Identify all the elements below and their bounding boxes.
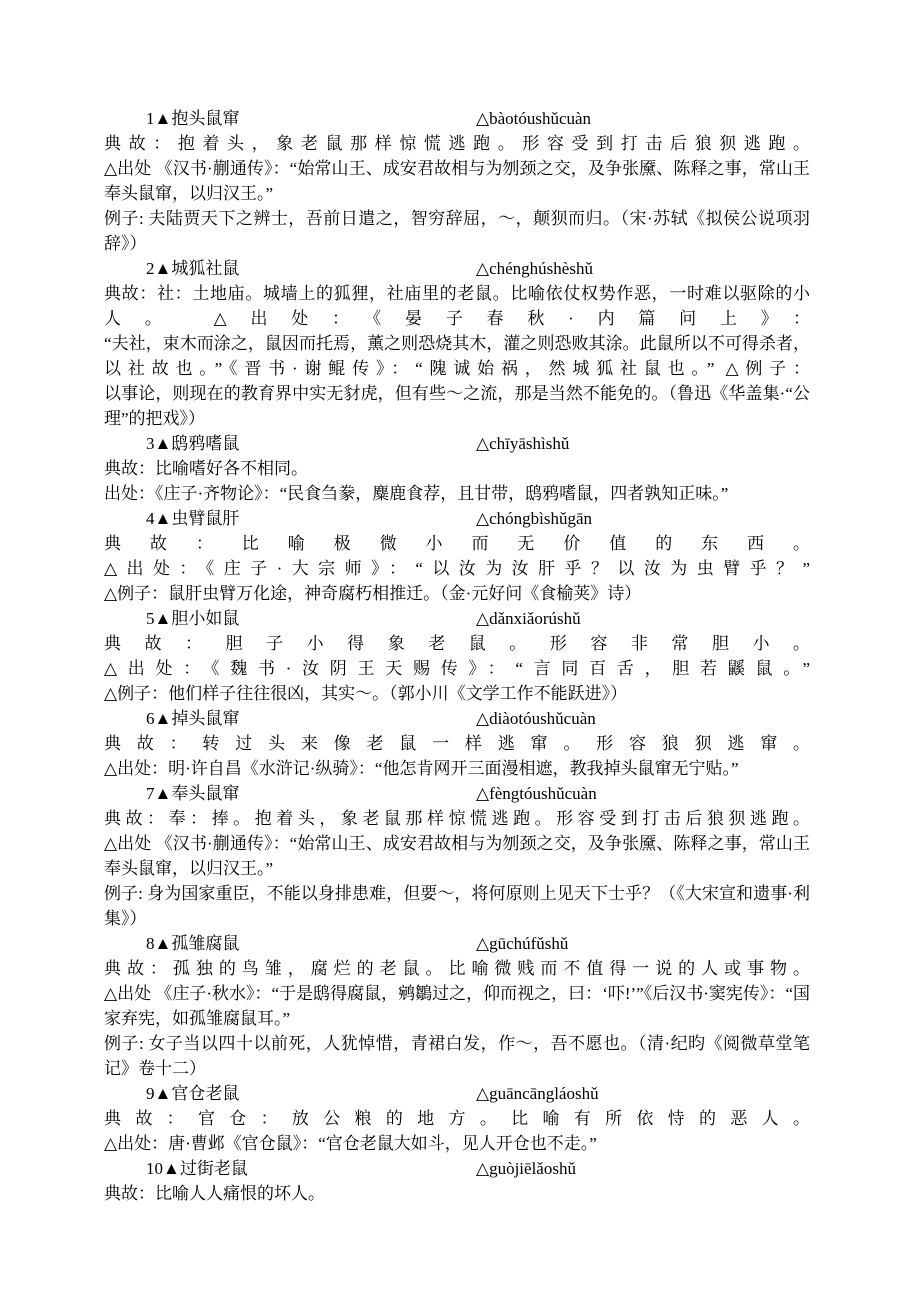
triangle-marker-icon: ▲: [154, 1084, 172, 1103]
idiom-text: 官仓老鼠: [171, 1084, 240, 1103]
entry-headword: [104, 934, 239, 953]
entry-headword: [104, 259, 239, 278]
idiom-entry: [104, 1156, 810, 1206]
entry-pinyin: △dǎnxiǎorúshǔ: [476, 609, 581, 628]
entry-paragraph: 典故：比喻人人痛恨的坏人。: [104, 1184, 325, 1203]
idiom-entry: [104, 256, 810, 431]
entry-number: 8: [146, 934, 155, 953]
entry-headword: [104, 1159, 248, 1178]
idiom-entry: [104, 431, 810, 506]
entry-paragraph: “夫社，束木而涂之，鼠因而托焉，薰之则恐烧其木，灌之则恐败其涂。此鼠所以不可得杀者，以社故也。”《晋书·谢鲲传》：“隗诚始祸，然城狐社鼠也。” △例子：: [104, 334, 810, 378]
triangle-marker-icon: ▲: [154, 109, 172, 128]
entry-headword: [104, 509, 239, 528]
entry-number: 9: [146, 1084, 155, 1103]
entry-pinyin: △guāncāngláoshǔ: [476, 1084, 599, 1103]
entry-pinyin: △guòjiēlǎoshǔ: [476, 1159, 576, 1178]
entry-paragraph: 以事论，则现在的教育界中实无豺虎，但有些～之流，那是当然不能免的。（鲁迅《华盖集·“公理”的把戏》）: [104, 384, 810, 428]
idiom-text: 胆小如鼠: [171, 609, 240, 628]
triangle-marker-icon: ▲: [154, 434, 172, 453]
entry-paragraph: 例子: 身为国家重臣，不能以身排患难，但要～，将何原则上见天下士乎？（《大宋宣和遗事·利集》）: [104, 884, 810, 928]
idiom-text: 抱头鼠窜: [171, 109, 240, 128]
idiom-entry: [104, 931, 810, 1081]
entry-headline: [104, 781, 810, 806]
idiom-text: 鸱鸦嗜鼠: [171, 434, 240, 453]
entry-headword: [104, 709, 239, 728]
entry-headline: [104, 606, 810, 631]
idiom-text: 掉头鼠窜: [171, 709, 240, 728]
entry-headline: [104, 1081, 810, 1106]
entry-pinyin: △chīyāshìshǔ: [476, 434, 570, 453]
entry-pinyin: △fèngtóushǔcuàn: [476, 784, 597, 803]
idiom-entry: [104, 606, 810, 706]
entry-paragraph: △例子：他们样子往往很凶，其实～。（郭小川《文学工作不能跃进》）: [104, 684, 628, 703]
entry-number: 4: [146, 509, 155, 528]
idiom-text: 孤雏腐鼠: [171, 934, 240, 953]
idiom-entry: [104, 106, 810, 256]
idiom-text: 虫臂鼠肝: [171, 509, 240, 528]
entry-paragraph: △出处 《汉书·蒯通传》：“始常山王、成安君故相与为刎颈之交，及争张黡、陈释之事，常山王奉头鼠窜，以归汉王。”: [104, 834, 810, 878]
entry-headline: [104, 1156, 810, 1181]
entry-paragraph: 典故：比喻嗜好各不相同。: [104, 459, 308, 478]
idiom-glossary: [104, 106, 810, 1206]
entry-pinyin: △bàotóushǔcuàn: [476, 109, 592, 128]
entry-paragraph: △出处：《魏书·汝阴王天赐传》：“言同百舌，胆若鼷鼠。”: [104, 659, 810, 678]
entry-headline: [104, 931, 810, 956]
entry-headline: [104, 431, 810, 456]
entry-paragraph: 例子: 夫陆贾天下之辨士，吾前日遣之，智穷辞屈，～，颠狈而归。（宋·苏轼《拟侯公说项羽辞》）: [104, 209, 810, 253]
entry-pinyin: △diàotóushǔcuàn: [476, 709, 596, 728]
entry-headline: [104, 256, 810, 281]
triangle-marker-icon: ▲: [154, 709, 172, 728]
entry-paragraph: △出处：明·许自昌《水浒记·纵骑》：“他怎肯网开三面漫相遮，教我掉头鼠窜无宁贴。”: [104, 759, 739, 778]
entry-number: 1: [146, 109, 155, 128]
entry-headword: [104, 784, 239, 803]
triangle-marker-icon: ▲: [154, 259, 172, 278]
entry-paragraph: 典故：奉：捧。抱着头，象老鼠那样惊慌逃跑。形容受到打击后狼狈逃跑。: [104, 809, 810, 828]
entry-pinyin: △chóngbìshǔgān: [476, 509, 593, 528]
entry-paragraph: △出处：唐·曹邺《官仓鼠》：“官仓老鼠大如斗，见人开仓也不走。”: [104, 1134, 597, 1153]
entry-number: 10: [146, 1159, 163, 1178]
triangle-marker-icon: ▲: [163, 1159, 180, 1178]
entry-paragraph: 典故：孤独的鸟雏，腐烂的老鼠。比喻微贱而不值得一说的人或事物。: [104, 959, 810, 978]
idiom-text: 过街老鼠: [179, 1159, 248, 1178]
idiom-entry: [104, 1081, 810, 1156]
idiom-entry: [104, 781, 810, 931]
entry-headline: [104, 706, 810, 731]
entry-paragraph: 例子: 女子当以四十以前死，人犹悼惜，青裙白发，作～，吾不愿也。（清·纪昀《阅微草堂笔记》卷十二）: [104, 1034, 810, 1078]
entry-headline: [104, 506, 810, 531]
entry-paragraph: △出处 《庄子·秋水》：“于是鸱得腐鼠，鹓鶵过之，仰而视之，曰：‘吓!’”《后汉书·窦宪传》：“国家弃宪，如孤雏腐鼠耳。”: [104, 984, 810, 1028]
entry-paragraph: 典故：胆子小得象老鼠。形容非常胆小。: [104, 634, 810, 653]
entry-pinyin: △gūchúfǔshǔ: [476, 934, 569, 953]
triangle-marker-icon: ▲: [154, 784, 172, 803]
entry-headword: [104, 1084, 239, 1103]
entry-headline: [104, 106, 810, 131]
idiom-text: 城狐社鼠: [171, 259, 240, 278]
triangle-marker-icon: ▲: [154, 934, 172, 953]
entry-pinyin: △chénghúshèshǔ: [476, 259, 593, 278]
entry-paragraph: △出处 《汉书·蒯通传》：“始常山王、成安君故相与为刎颈之交，及争张黡、陈释之事，常山王奉头鼠窜，以归汉王。”: [104, 159, 810, 203]
idiom-text: 奉头鼠窜: [171, 784, 240, 803]
entry-paragraph: △例子：鼠肝虫臂万化途，神奇腐朽相推迁。（金·元好问《食榆荚》诗）: [104, 584, 642, 603]
idiom-entry: [104, 506, 810, 606]
entry-number: 2: [146, 259, 155, 278]
idiom-entry: [104, 706, 810, 781]
entry-headword: [104, 109, 239, 128]
triangle-marker-icon: ▲: [154, 509, 172, 528]
triangle-marker-icon: ▲: [154, 609, 172, 628]
entry-paragraph: 典故：比喻极微小而无价值的东西。: [104, 534, 810, 553]
entry-number: 5: [146, 609, 155, 628]
entry-number: 7: [146, 784, 155, 803]
entry-headword: [104, 609, 239, 628]
entry-number: 6: [146, 709, 155, 728]
entry-paragraph: 典故：抱着头，象老鼠那样惊慌逃跑。形容受到打击后狼狈逃跑。: [104, 134, 810, 153]
entry-headword: [104, 434, 239, 453]
entry-paragraph: 典故：官仓：放公粮的地方。比喻有所依恃的恶人。: [104, 1109, 810, 1128]
entry-paragraph: 出处：《庄子·齐物论》：“民食刍豢，麋鹿食荐，且甘带，鸱鸦嗜鼠，四者孰知正味。”: [104, 484, 729, 503]
entry-number: 3: [146, 434, 155, 453]
entry-paragraph: 典故：转过头来像老鼠一样逃窜。形容狼狈逃窜。: [104, 734, 810, 753]
entry-paragraph: 典故：社：土地庙。城墙上的狐狸，社庙里的老鼠。比喻依仗权势作恶，一时难以驱除的小人。 △出处：《晏子春秋·内篇问上》：: [104, 284, 810, 328]
entry-paragraph: △出处：《庄子·大宗师》：“以汝为汝肝乎？以汝为虫臂乎？”: [104, 559, 810, 578]
